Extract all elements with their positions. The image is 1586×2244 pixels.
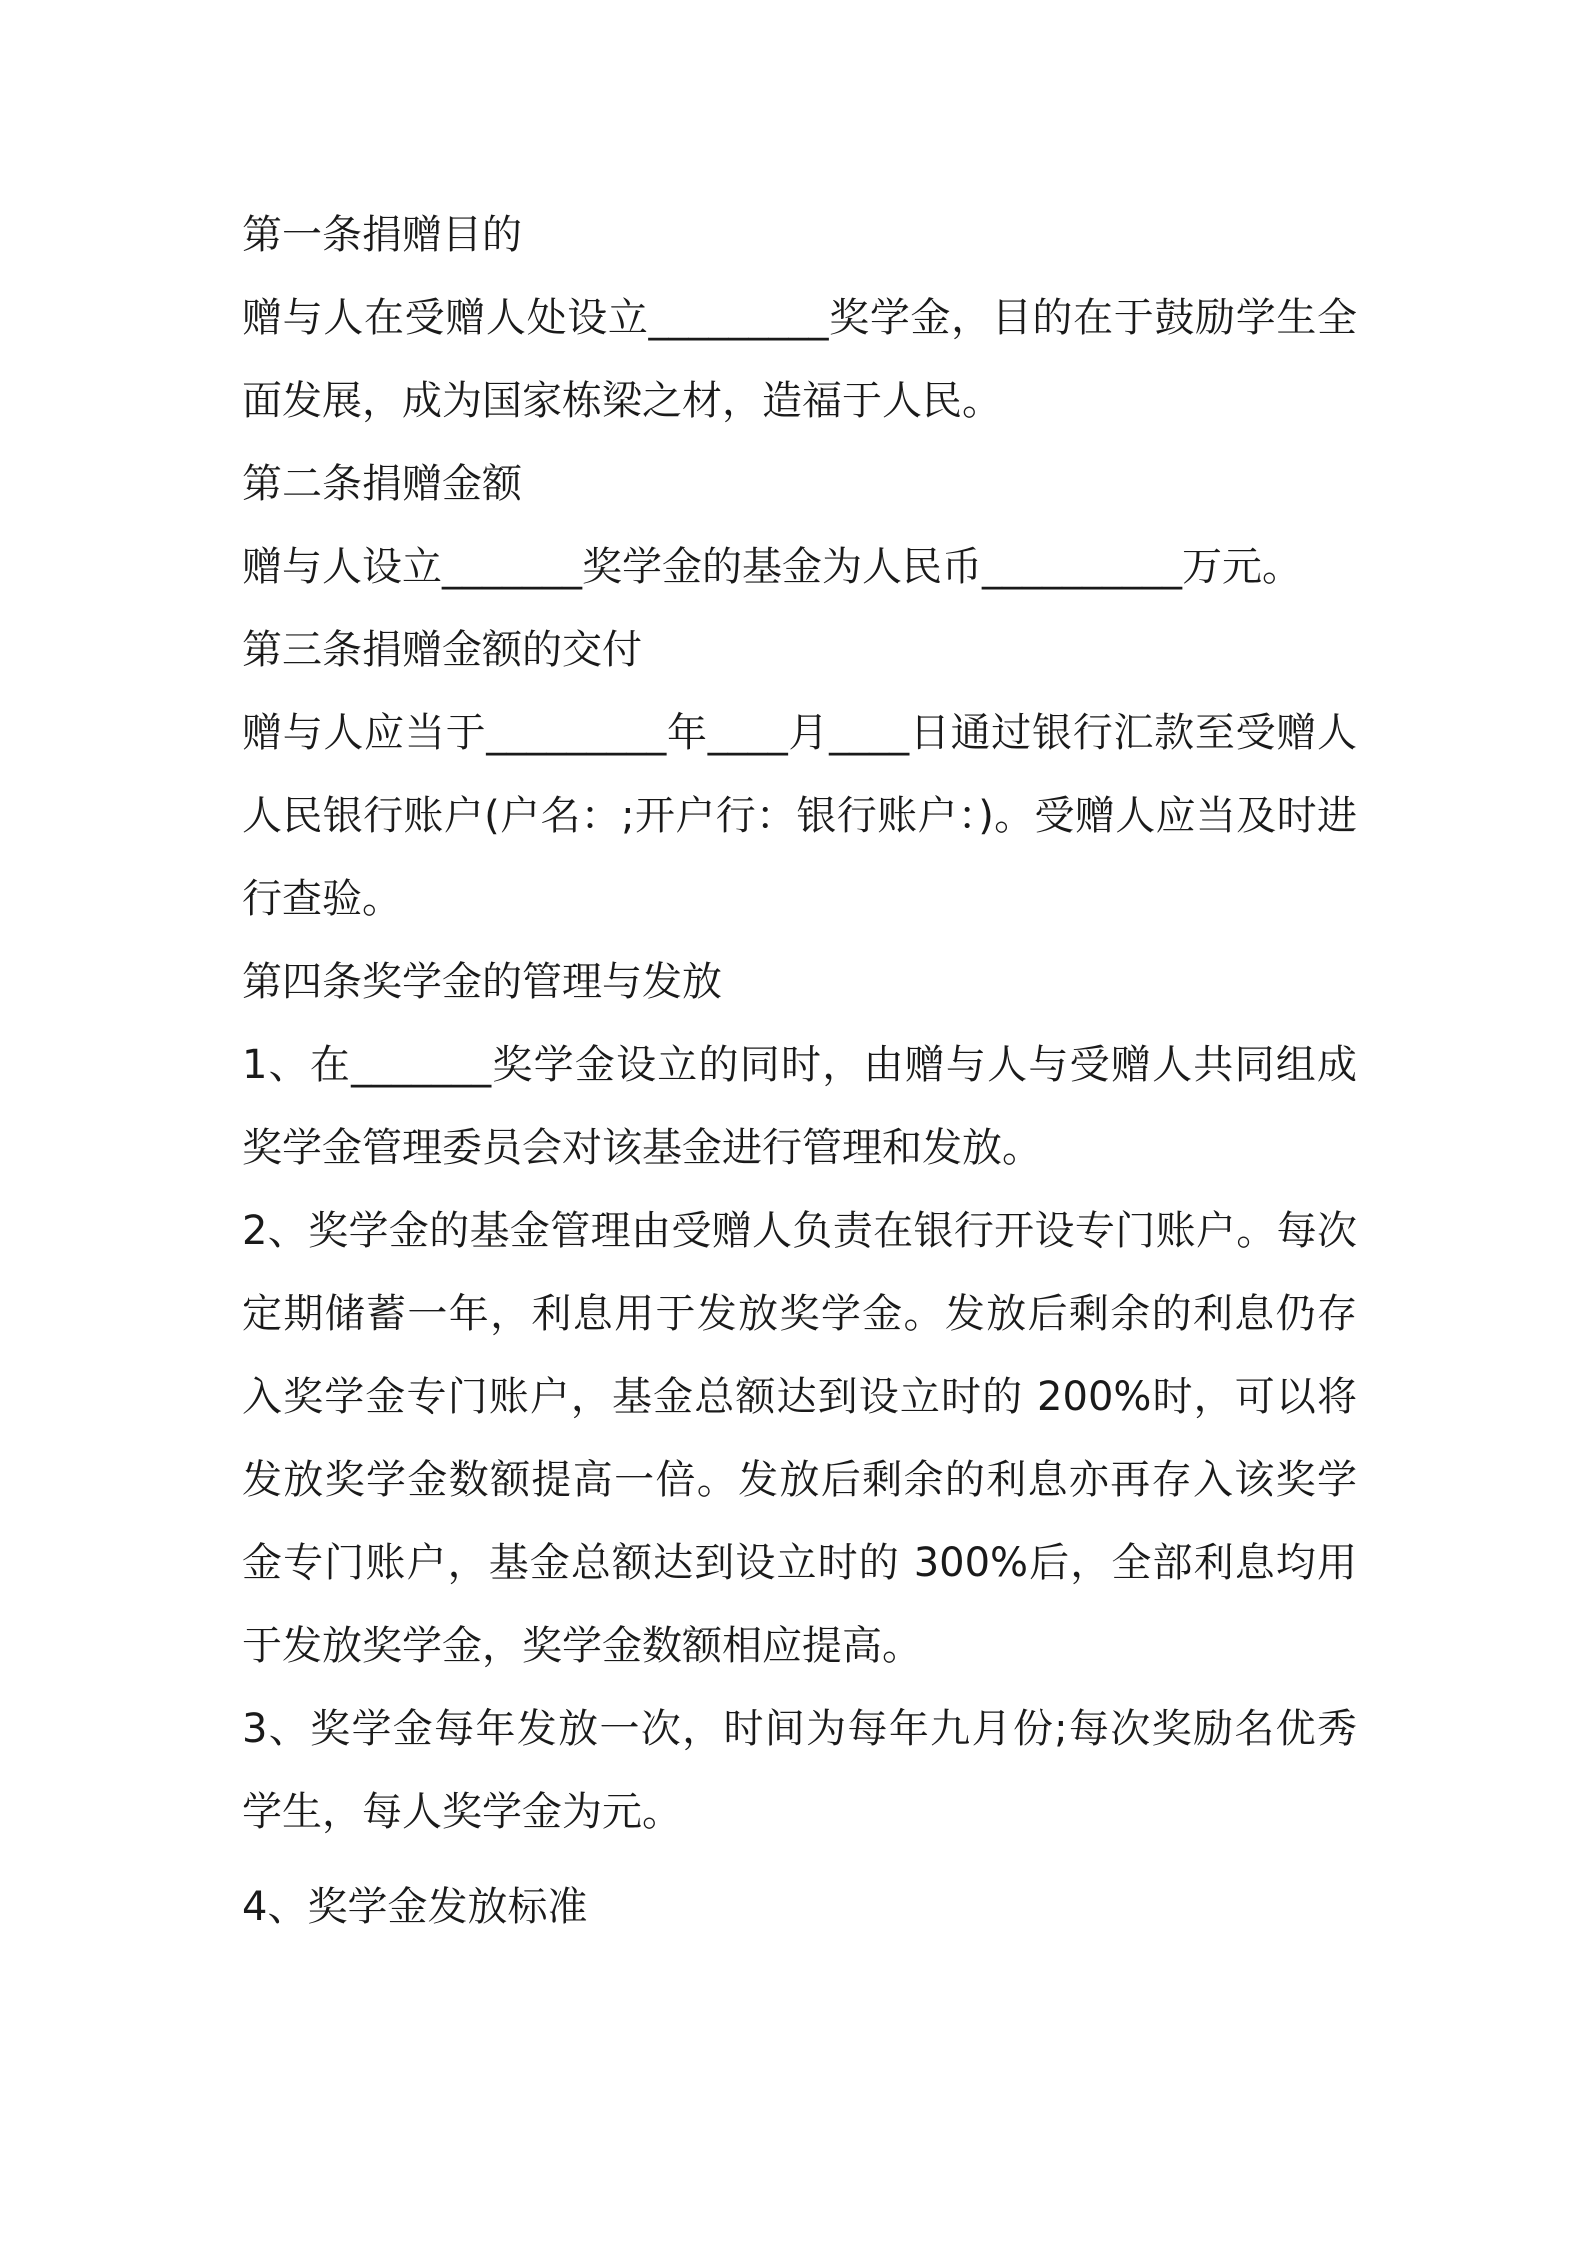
article-1-body: 赠与人在受赠人处设立_________奖学金，目的在于鼓励学生全面发展，成为国家栋梁之材，造福于人民。	[242, 295, 1357, 424]
article-4-item-4: 4、奖学金发放标准	[242, 1884, 588, 1930]
article-1-heading: 第一条捐赠目的	[242, 212, 522, 258]
article-2-body: 赠与人设立_______奖学金的基金为人民币__________万元。	[242, 544, 1302, 590]
article-2-heading: 第二条捐赠金额	[242, 461, 522, 507]
article-4-item-1: 1、在_______奖学金设立的同时，由赠与人与受赠人共同组成奖学金管理委员会对该基金进行管理和发放。	[242, 1042, 1357, 1171]
article-3-body: 赠与人应当于_________年____月____日通过银行汇款至受赠人人民银行账户(户名：;开户行：银行账户：)。受赠人应当及时进行查验。	[242, 710, 1357, 922]
article-3-heading: 第三条捐赠金额的交付	[242, 627, 642, 673]
article-4-heading: 第四条奖学金的管理与发放	[242, 959, 722, 1005]
article-4-item-3: 3、奖学金每年发放一次，时间为每年九月份;每次奖励名优秀学生，每人奖学金为元。	[242, 1706, 1357, 1835]
document-body	[242, 194, 1357, 1949]
article-4-item-2: 2、奖学金的基金管理由受赠人负责在银行开设专门账户。每次定期储蓄一年，利息用于发放奖学金。发放后剩余的利息仍存入奖学金专门账户，基金总额达到设立时的 200%时，可以将发放奖学金数额提高一倍。发放后剩余的利息亦再存入该奖学金专门账户，基金总额达到设立时的 300%后，全部利息均用于发放奖学金，奖学金数额相应提高。	[242, 1208, 1357, 1669]
